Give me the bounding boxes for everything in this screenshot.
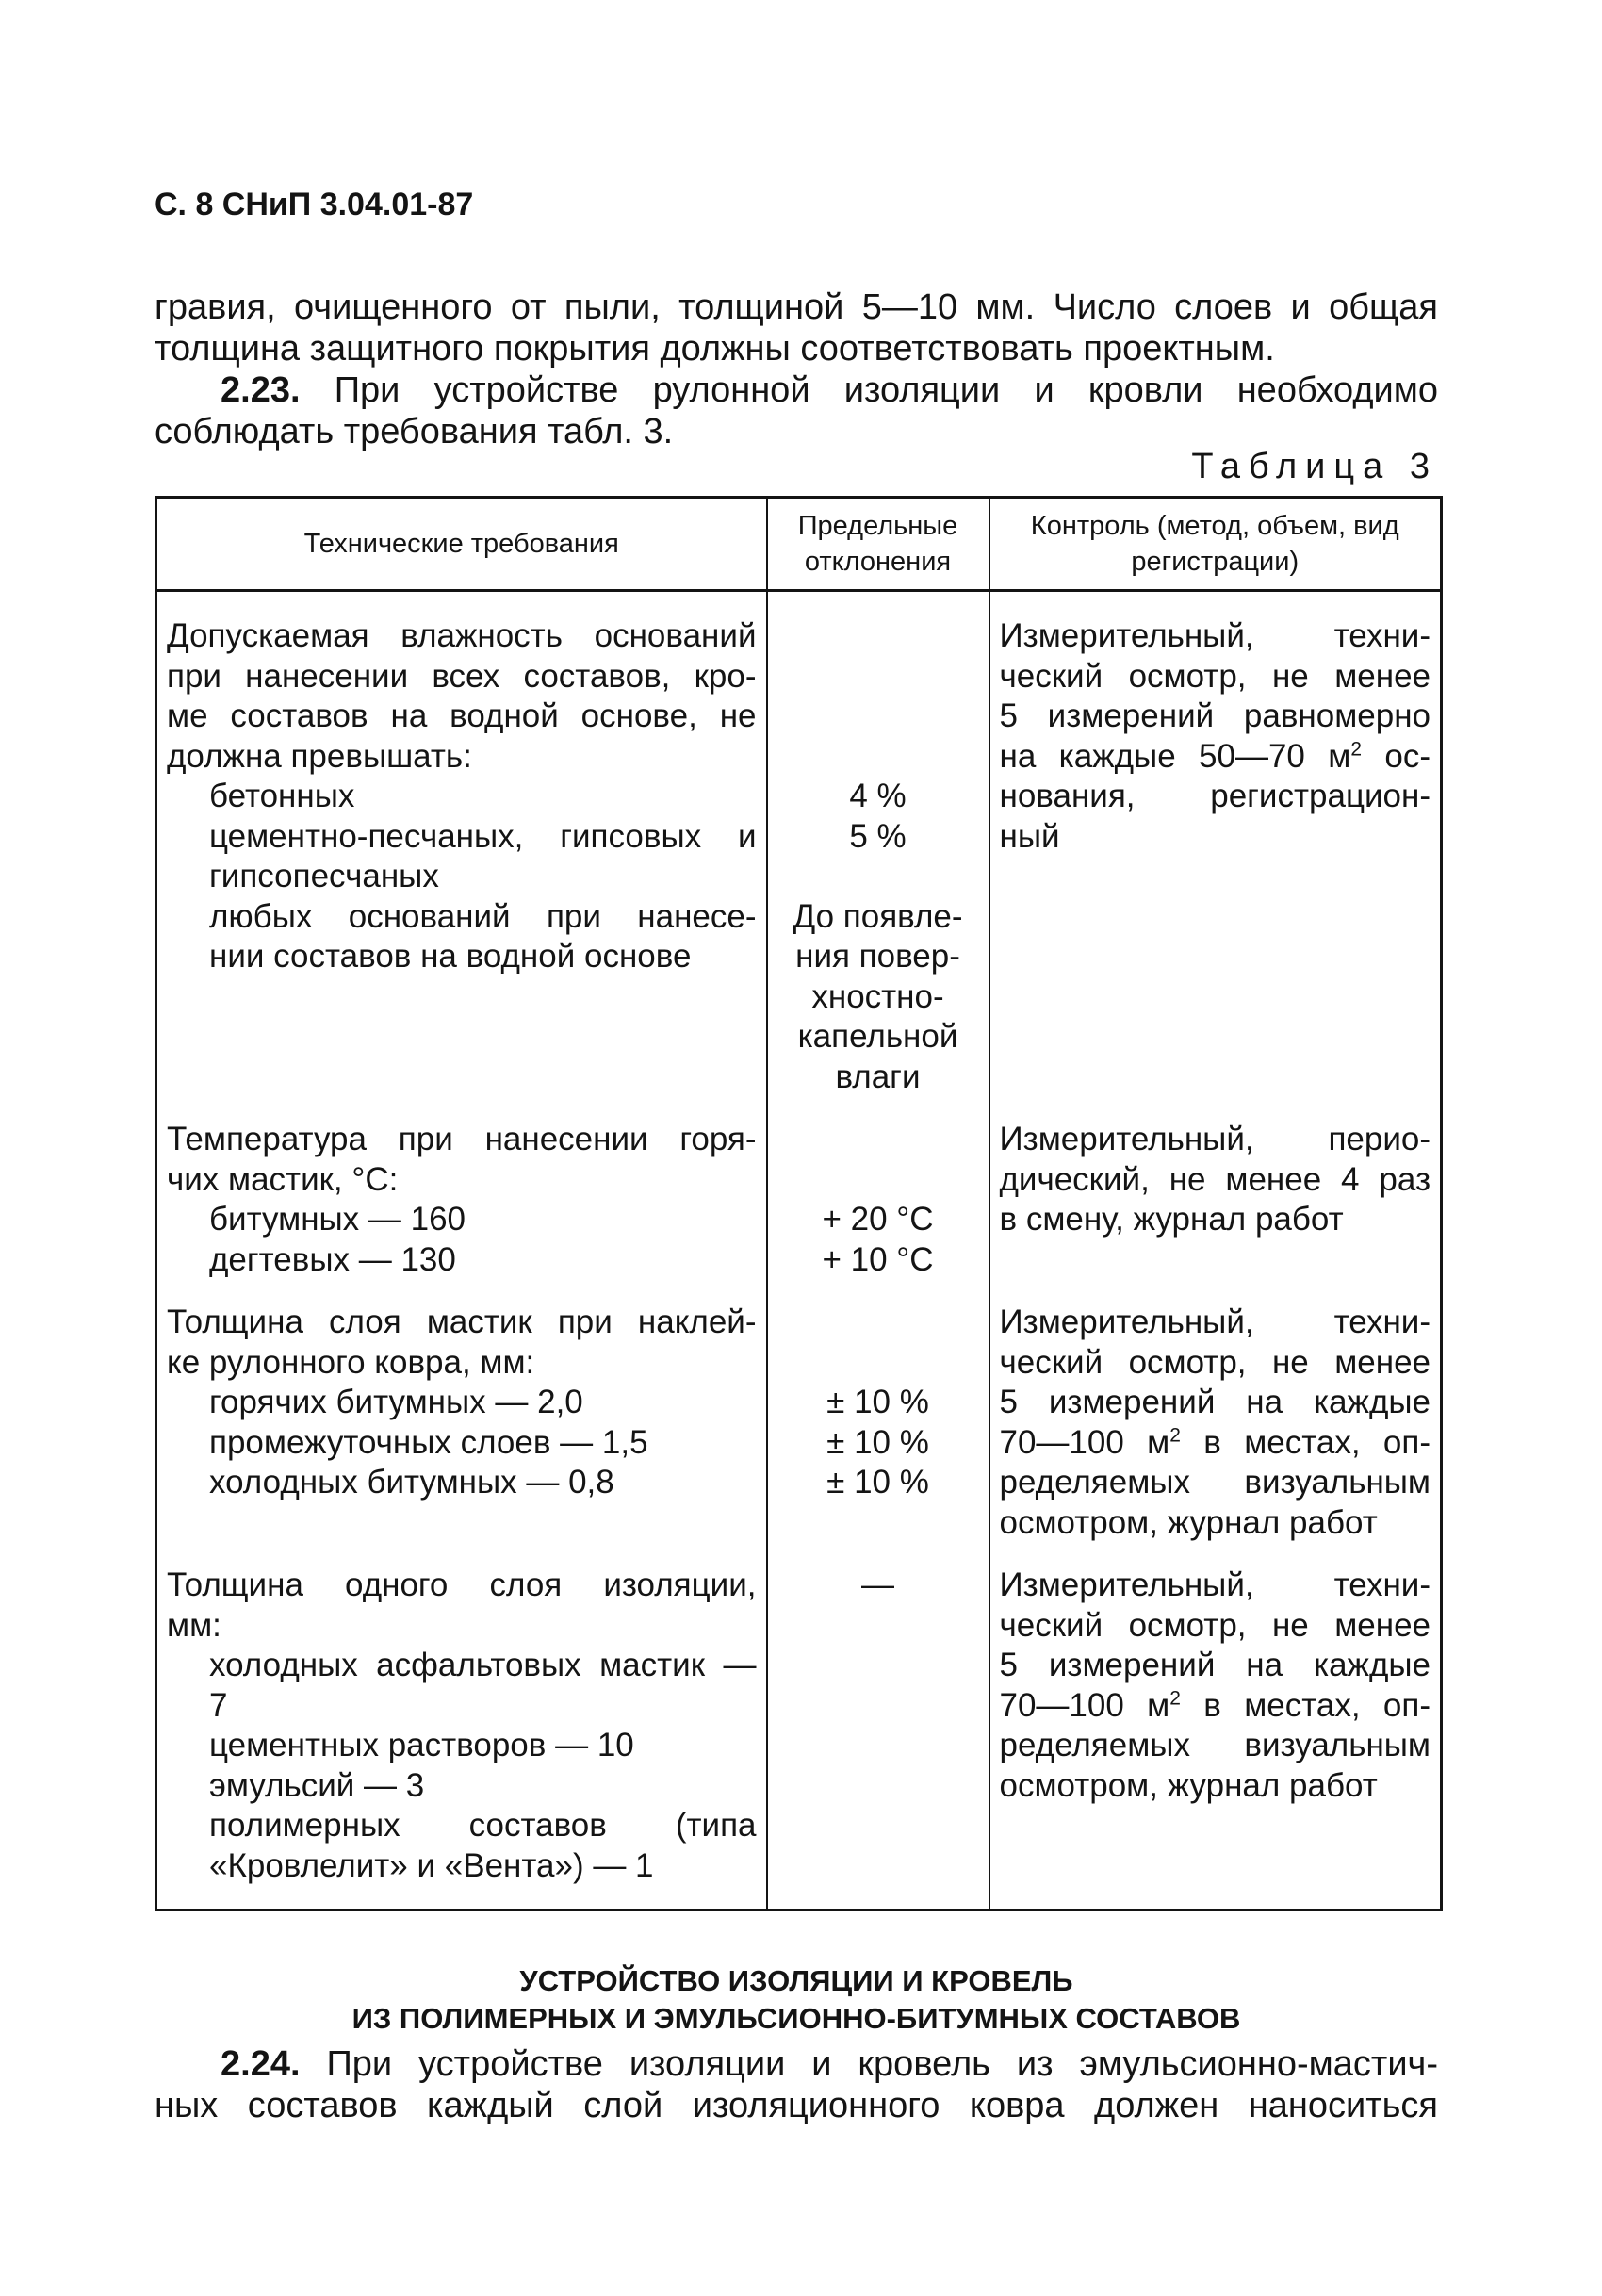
- text-line: толщина защитного покрытия должны соответствовать проектным.: [155, 329, 1275, 369]
- cell-line: полимерных составов (типа: [209, 1807, 757, 1844]
- section-title: [155, 1962, 1438, 2038]
- cell-line: промежуточных слоев — 1,5: [209, 1423, 648, 1461]
- cell-line: холодных битумных — 0,8: [209, 1464, 614, 1501]
- tolerance-cell: [767, 1120, 989, 1303]
- cell-line: Температура при нанесении горя-: [167, 1121, 757, 1157]
- table-row: [156, 1303, 1442, 1566]
- cell-line: ределяемых визуальным: [999, 1727, 1430, 1763]
- tolerance-cell: [767, 1566, 989, 1911]
- section-title-line: ИЗ ПОЛИМЕРНЫХ И ЭМУЛЬСИОННО-БИТУМНЫХ СОСТАВОВ: [351, 2002, 1241, 2035]
- cell-line: [777, 1160, 979, 1201]
- cell-line: ния повер-: [795, 938, 960, 975]
- cell-line: любых оснований при нанесе-: [209, 897, 757, 935]
- cell-line: гипсопесчаных: [209, 858, 439, 894]
- superscript: 2: [1169, 1423, 1181, 1446]
- cell-line: —: [861, 1566, 894, 1603]
- cell-text: в местах, оп-: [1180, 1423, 1430, 1461]
- cell-line: осмотром, журнал работ: [999, 1766, 1378, 1804]
- clause-text: При устройстве изоляции и кровель из эмульсионно-мастич-: [300, 2044, 1438, 2084]
- cell-line: бетонных: [209, 778, 355, 814]
- cell-line: 5 измерений на каждые: [999, 1384, 1430, 1420]
- page-header: С. 8 СНиП 3.04.01-87: [155, 187, 474, 222]
- cell-line: Измерительный, техни-: [999, 1566, 1430, 1603]
- clause-text: При устройстве рулонной изоляции и кровли необходимо: [300, 370, 1438, 410]
- table-caption: Таблица 3: [1191, 447, 1438, 486]
- cell-line: + 20 °С: [822, 1201, 934, 1238]
- cell-line: дический, не менее 4 раз: [999, 1160, 1430, 1198]
- cell-line: нии составов на водной основе: [209, 938, 692, 975]
- header-control: Контроль (метод, объем, вид регистрации): [989, 498, 1442, 591]
- cell-line: битумных — 160: [209, 1201, 466, 1238]
- cell-line: ± 10 %: [826, 1464, 929, 1501]
- text-line: [155, 2043, 1438, 2085]
- cell-line: цементных растворов — 10: [209, 1727, 634, 1763]
- tolerance-cell: [767, 1303, 989, 1566]
- cell-line: 4 %: [849, 778, 907, 814]
- text-line: [155, 369, 1438, 411]
- cell-line: ный: [999, 817, 1060, 855]
- cell-line: хностно-: [811, 977, 944, 1015]
- cell-line: 5 измерений на каждые: [999, 1647, 1430, 1683]
- requirements-table: [155, 496, 1443, 1911]
- cell-line: 7: [209, 1686, 228, 1724]
- cell-line: [777, 857, 979, 897]
- cell-line: при нанесении всех составов, кро-: [167, 657, 757, 695]
- cell-line: [1000, 1686, 1431, 1727]
- cell-line: должна превышать:: [167, 737, 472, 775]
- clause-number: 2.24.: [221, 2044, 301, 2084]
- cell-line: ке рулонного ковра, мм:: [167, 1343, 535, 1381]
- cell-line: в смену, журнал работ: [999, 1201, 1344, 1238]
- cell-line: Измерительный, техни-: [999, 617, 1430, 654]
- cell-line: 5 %: [849, 817, 907, 855]
- cell-line: ± 10 %: [826, 1384, 929, 1420]
- cell-line: горячих битумных — 2,0: [209, 1384, 583, 1420]
- cell-line: ± 10 %: [826, 1423, 929, 1461]
- cell-line: [1000, 737, 1431, 778]
- cell-line: [777, 1303, 979, 1343]
- header-tolerances: Предельные отклонения: [767, 498, 989, 591]
- cell-text: в местах, оп-: [1180, 1686, 1430, 1724]
- cell-line: «Кровлелит» и «Вента») — 1: [209, 1846, 654, 1884]
- cell-line: [777, 1343, 979, 1384]
- cell-line: чих мастик, °С:: [167, 1160, 399, 1198]
- cell-line: [777, 1120, 979, 1160]
- cell-line: влаги: [835, 1058, 921, 1095]
- cell-line: мм:: [167, 1606, 221, 1644]
- table-header-row: [156, 498, 1442, 591]
- control-cell: [989, 1303, 1442, 1566]
- superscript: 2: [1169, 1686, 1181, 1709]
- intro-paragraph: [155, 287, 1438, 369]
- cell-line: дегтевых — 130: [209, 1240, 456, 1278]
- cell-line: Толщина слоя мастик при наклей-: [167, 1304, 757, 1340]
- requirement-cell: [156, 591, 767, 1121]
- text-line: гравия, очищенного от пыли, толщиной 5—10 мм. Число слоев и общая: [155, 287, 1438, 327]
- table-row: [156, 1566, 1442, 1911]
- cell-line: Измерительный, перио-: [999, 1121, 1430, 1157]
- cell-line: ме составов на водной основе, не: [167, 697, 757, 734]
- cell-line: капельной: [797, 1018, 958, 1055]
- cell-line: ческий осмотр, не менее: [999, 1343, 1430, 1381]
- cell-line: холодных асфальтовых мастик —: [209, 1647, 757, 1683]
- text-line: ных составов каждый слой изоляционного ковра должен наноситься: [155, 2086, 1438, 2125]
- cell-line: + 10 °С: [822, 1240, 934, 1278]
- cell-line: 5 измерений равномерно: [999, 697, 1430, 734]
- clause-number: 2.23.: [221, 370, 301, 410]
- cell-text: на каждые 50—70 м: [999, 737, 1351, 775]
- cell-line: Измерительный, техни-: [999, 1304, 1430, 1340]
- cell-line: ческий осмотр, не менее: [999, 657, 1430, 695]
- header-technical-requirements: Технические требования: [156, 498, 767, 591]
- requirement-cell: [156, 1120, 767, 1303]
- table-row: [156, 1120, 1442, 1303]
- cell-line: Допускаемая влажность оснований: [167, 617, 757, 654]
- requirement-cell: [156, 1303, 767, 1566]
- cell-line: До появле-: [793, 897, 963, 935]
- cell-line: [777, 737, 979, 778]
- cell-line: цементно-песчаных, гипсовых и: [209, 817, 757, 855]
- cell-line: эмульсий — 3: [209, 1766, 425, 1804]
- cell-line: [777, 657, 979, 697]
- requirement-cell: [156, 1566, 767, 1911]
- control-cell: [989, 591, 1442, 1121]
- cell-line: [777, 616, 979, 657]
- cell-line: [1000, 1423, 1431, 1464]
- tolerance-cell: [767, 591, 989, 1121]
- cell-line: нования, регистрацион-: [999, 778, 1430, 814]
- cell-text: ос-: [1362, 737, 1430, 775]
- clause-2-23: [155, 369, 1438, 452]
- cell-text: 70—100 м: [999, 1423, 1170, 1461]
- cell-line: [777, 697, 979, 737]
- cell-line: ческий осмотр, не менее: [999, 1606, 1430, 1644]
- superscript: 2: [1350, 737, 1362, 760]
- control-cell: [989, 1566, 1442, 1911]
- cell-line: Толщина одного слоя изоляции,: [167, 1566, 757, 1603]
- control-cell: [989, 1120, 1442, 1303]
- cell-line: осмотром, журнал работ: [999, 1503, 1378, 1541]
- text-line: соблюдать требования табл. 3.: [155, 412, 674, 451]
- section-title-line: УСТРОЙСТВО ИЗОЛЯЦИИ И КРОВЕЛЬ: [519, 1964, 1073, 1997]
- cell-line: ределяемых визуальным: [999, 1464, 1430, 1501]
- clause-2-24: [155, 2043, 1438, 2126]
- table-row: [156, 591, 1442, 1121]
- cell-text: 70—100 м: [999, 1686, 1170, 1724]
